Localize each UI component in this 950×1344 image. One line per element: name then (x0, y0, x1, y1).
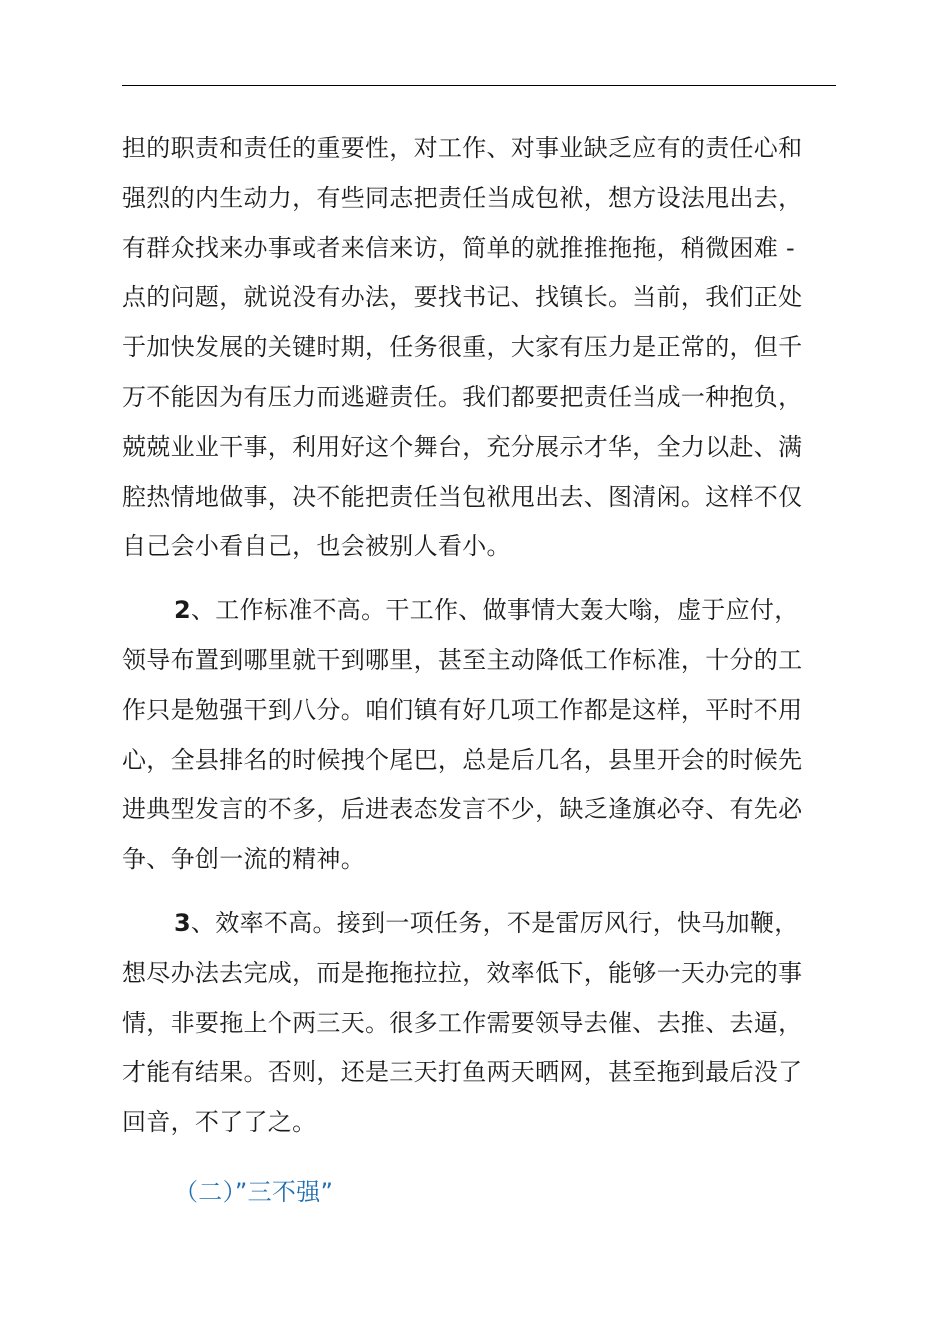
paragraph-line: 进典型发言的不多，后进表态发言不少，缺乏逢旗必夺、有先必 (122, 795, 803, 824)
item-title-text: 、效率不高。接到一项任务，不是雷厉风行，快马加鞭， (191, 908, 799, 937)
paragraph-line: 情，非要拖上个两三天。很多工作需要领导去催、去推、去逼， (122, 1008, 803, 1037)
item-number: 2 (174, 596, 191, 625)
paragraph-line: 作只是勉强干到八分。咱们镇有好几项工作都是这样，平时不用 (122, 695, 803, 724)
paragraph-line: 才能有结果。否则，还是三天打鱼两天晒网，甚至拖到最后没了 (122, 1058, 803, 1087)
paragraph-line: 争、争创一流的精神。 (122, 845, 365, 874)
paragraph-line: 万不能因为有压力而逃避责任。我们都要把责任当成一种抱负， (122, 382, 803, 411)
paragraph-line: 想尽办法去完成，而是拖拖拉拉，效率低下，能够一天办完的事 (122, 958, 803, 987)
paragraph-2 (122, 586, 838, 885)
document-body (122, 124, 838, 1218)
paragraph-line: 担的职责和责任的重要性，对工作、对事业缺乏应有的责任心和 (122, 134, 803, 162)
paragraph-3 (122, 899, 838, 1148)
item-title-text: 、工作标准不高。干工作、做事情大轰大嗡，虚于应付， (191, 596, 799, 625)
paragraph-line: 心，全县排名的时候拽个尾巴，总是后几名，县里开会的时候先 (122, 745, 803, 774)
paragraph-line: 兢兢业业干事，利用好这个舞台，充分展示才华，全力以赴、满 (122, 432, 803, 461)
paragraph-line: 强烈的内生动力，有些同志把责任当成包袱，想方设法甩出去， (122, 183, 803, 212)
paragraph-line: 领导布置到哪里就干到哪里，甚至主动降低工作标准，十分的工 (122, 645, 803, 674)
paragraph-line: 腔热情地做事，决不能把责任当包袱甩出去、图清闲。这样不仅 (122, 482, 803, 511)
header-rule (122, 85, 836, 86)
paragraph-line: 点的问题，就说没有办法，要找书记、找镇长。当前，我们正处 (122, 283, 803, 312)
paragraph-first-line (122, 899, 838, 949)
paragraph-line: 回音，不了了之。 (122, 1108, 317, 1137)
paragraph-line: 有群众找来办事或者来信来访，简单的就推推拖拖，稍微困难 - (122, 233, 795, 262)
paragraph-line: 于加快发展的关键时期，任务很重，大家有压力是正常的，但千 (122, 333, 803, 362)
item-number: 3 (174, 908, 191, 937)
paragraph-1 (122, 124, 838, 572)
paragraph-line: 自己会小看自己，也会被别人看小。 (122, 532, 511, 561)
paragraph-first-line (122, 586, 838, 636)
section-heading: （二）”三不强” (174, 1177, 334, 1206)
